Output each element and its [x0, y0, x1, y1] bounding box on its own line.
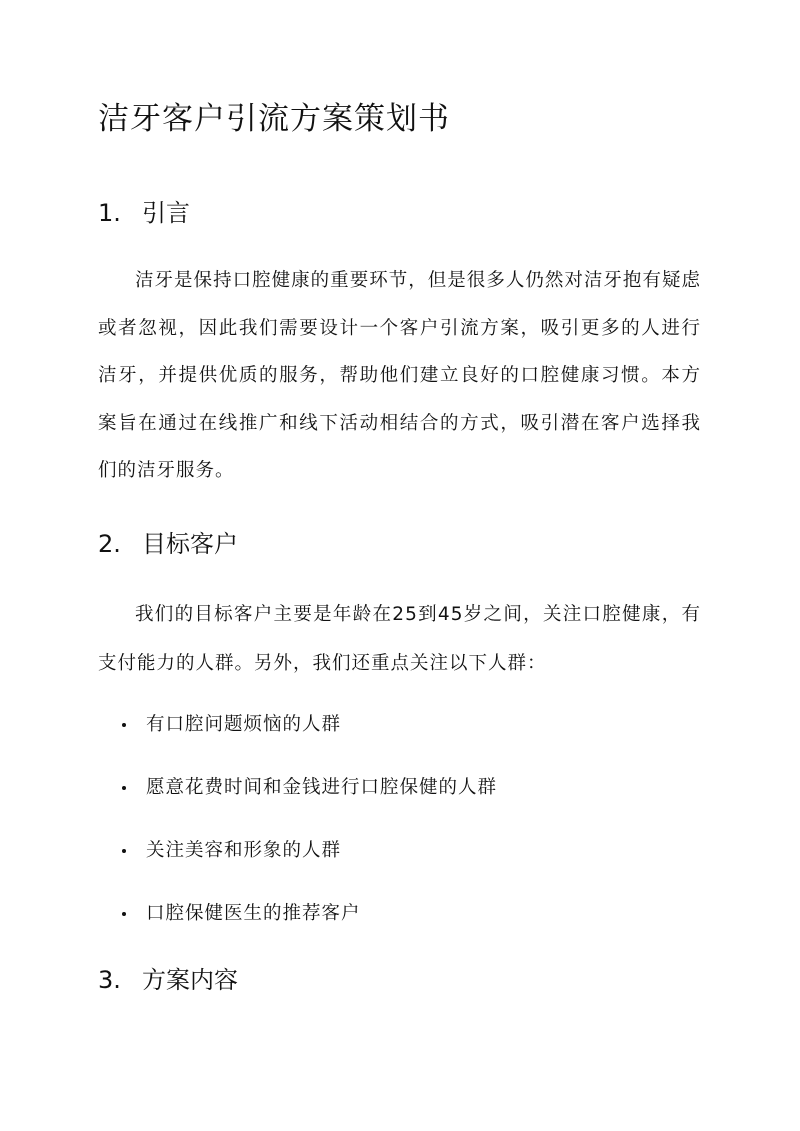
- target-groups-list: [98, 707, 497, 959]
- list-item: [98, 896, 497, 959]
- section-title: 方案内容: [142, 966, 238, 994]
- section-number: 1.: [98, 199, 121, 227]
- list-item: [98, 707, 497, 770]
- section-number: 2.: [98, 530, 121, 558]
- section-heading-intro: [98, 196, 190, 230]
- list-item-text: 愿意花费时间和金钱进行口腔保健的人群: [146, 777, 498, 798]
- section-heading-plan-content: [98, 963, 238, 997]
- bullet-dot-icon: [122, 786, 126, 790]
- list-item: [98, 770, 497, 833]
- target-customers-paragraph: 我们的目标客户主要是年龄在25到45岁之间，关注口腔健康，有支付能力的人群。另外，我们还重点关注以下人群：: [98, 604, 701, 674]
- list-item-text: 口腔保健医生的推荐客户: [146, 903, 361, 924]
- section-title: 目标客户: [142, 530, 238, 558]
- bullet-dot-icon: [122, 912, 126, 916]
- bullet-dot-icon: [122, 849, 126, 853]
- bullet-dot-icon: [122, 723, 126, 727]
- intro-paragraph: 洁牙是保持口腔健康的重要环节，但是很多人仍然对洁牙抱有疑虑或者忽视，因此我们需要设计一个客户引流方案，吸引更多的人进行洁牙，并提供优质的服务，帮助他们建立良好的口腔健康习惯。本方案旨在通过在线推广和线下活动相结合的方式，吸引潜在客户选择我们的洁牙服务。: [98, 270, 701, 481]
- list-item-text: 有口腔问题烦恼的人群: [146, 714, 342, 735]
- document-title: 洁牙客户引流方案策划书: [98, 101, 450, 137]
- section-title: 引言: [142, 199, 190, 227]
- section-number: 3.: [98, 966, 121, 994]
- section-heading-target-customers: [98, 527, 238, 561]
- list-item: [98, 833, 497, 896]
- list-item-text: 关注美容和形象的人群: [146, 840, 342, 861]
